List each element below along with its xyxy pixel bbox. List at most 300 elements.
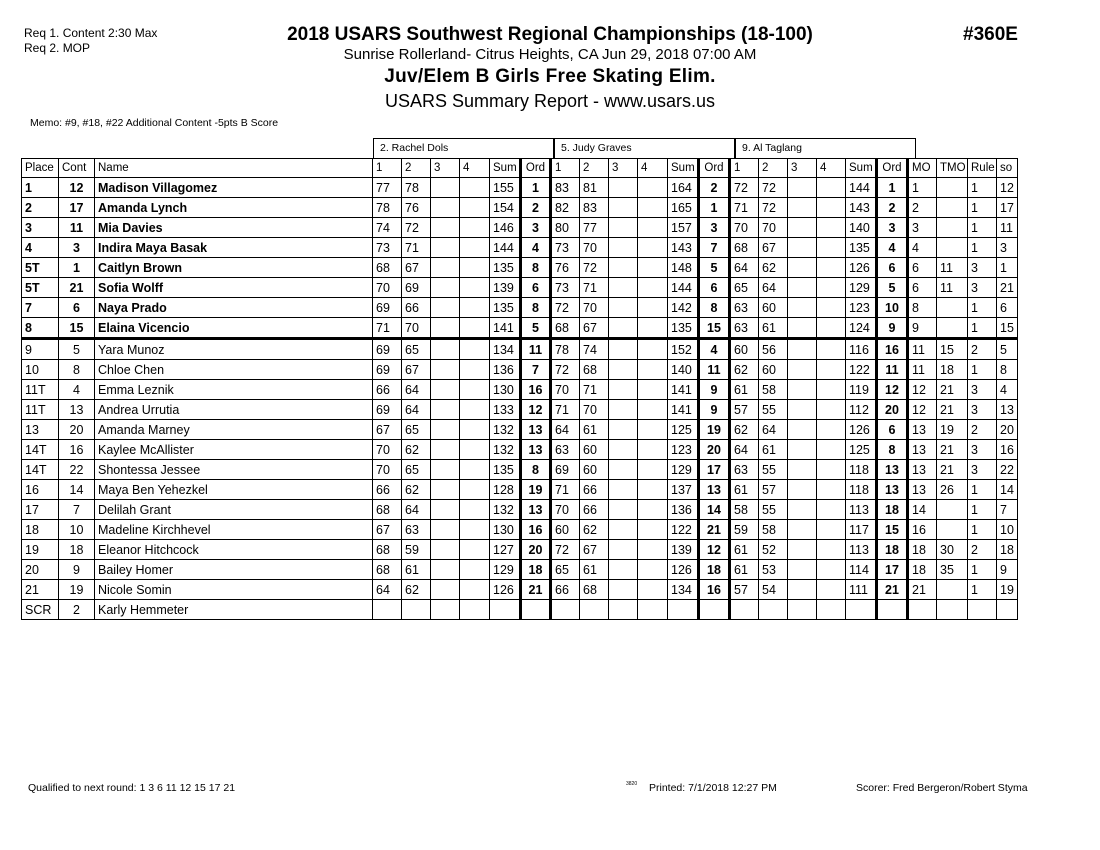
cell-tmo: 19 bbox=[937, 420, 968, 440]
cell-j3-s3 bbox=[788, 380, 817, 400]
cell-j1-s1: 66 bbox=[373, 480, 402, 500]
cell-j2-s3 bbox=[609, 580, 638, 600]
cell-tmo bbox=[937, 580, 968, 600]
cell-j2-s3 bbox=[609, 560, 638, 580]
cell-mo: 11 bbox=[908, 360, 937, 380]
cell-j1-s2: 65 bbox=[402, 460, 431, 480]
cell-j3-s1: 61 bbox=[730, 480, 759, 500]
cell-j3-s1: 71 bbox=[730, 198, 759, 218]
cell-j3-ord: 5 bbox=[877, 278, 908, 298]
cell-j1-s3 bbox=[431, 238, 460, 258]
cell-rule: 3 bbox=[968, 380, 997, 400]
cell-j3-sum: 144 bbox=[846, 178, 877, 198]
cell-j1-s4 bbox=[460, 420, 490, 440]
cell-j2-s3 bbox=[609, 460, 638, 480]
cell-j3-ord: 17 bbox=[877, 560, 908, 580]
cell-j2-s2 bbox=[580, 600, 609, 620]
column-header-place: Place bbox=[22, 159, 59, 178]
cell-name: Emma Leznik bbox=[95, 380, 373, 400]
cell-rule: 1 bbox=[968, 318, 997, 339]
cell-so: 19 bbox=[997, 580, 1018, 600]
cell-j1-s1 bbox=[373, 600, 402, 620]
cell-j2-s1: 73 bbox=[551, 278, 580, 298]
cell-j2-sum: 143 bbox=[668, 238, 699, 258]
cell-cont: 15 bbox=[59, 318, 95, 339]
cell-j2-sum bbox=[668, 600, 699, 620]
cell-j1-s1: 73 bbox=[373, 238, 402, 258]
cell-tmo bbox=[937, 318, 968, 339]
cell-j2-s3 bbox=[609, 360, 638, 380]
column-header-j3-s1: 1 bbox=[730, 159, 759, 178]
cell-j1-sum: 126 bbox=[490, 580, 521, 600]
cell-j2-s1: 71 bbox=[551, 480, 580, 500]
cell-j3-s4 bbox=[817, 520, 846, 540]
cell-j2-s2: 74 bbox=[580, 339, 609, 360]
cell-j1-s1: 71 bbox=[373, 318, 402, 339]
cell-place: 17 bbox=[22, 500, 59, 520]
cell-j1-sum: 135 bbox=[490, 258, 521, 278]
cell-j3-s2 bbox=[759, 600, 788, 620]
judge-header-3: 9. Al Taglang bbox=[735, 138, 916, 158]
column-header-so: so bbox=[997, 159, 1018, 178]
cell-j3-s2: 58 bbox=[759, 520, 788, 540]
cell-j2-sum: 125 bbox=[668, 420, 699, 440]
table-header-row bbox=[22, 159, 1018, 178]
cell-j3-s3 bbox=[788, 520, 817, 540]
cell-j2-ord: 20 bbox=[699, 440, 730, 460]
cell-j3-ord: 1 bbox=[877, 178, 908, 198]
cell-j3-s3 bbox=[788, 460, 817, 480]
cell-j2-s1: 72 bbox=[551, 540, 580, 560]
requirement-1: Req 1. Content 2:30 Max bbox=[24, 26, 158, 40]
column-header-j1-s3: 3 bbox=[431, 159, 460, 178]
column-header-j1-ord: Ord bbox=[521, 159, 551, 178]
cell-j3-s4 bbox=[817, 600, 846, 620]
cell-cont: 19 bbox=[59, 580, 95, 600]
cell-j3-s1: 62 bbox=[730, 420, 759, 440]
cell-rule: 3 bbox=[968, 258, 997, 278]
cell-j3-s2: 70 bbox=[759, 218, 788, 238]
cell-rule: 1 bbox=[968, 218, 997, 238]
cell-mo bbox=[908, 600, 937, 620]
cell-name: Maya Ben Yehezkel bbox=[95, 480, 373, 500]
cell-rule: 2 bbox=[968, 420, 997, 440]
cell-so: 13 bbox=[997, 400, 1018, 420]
cell-j1-ord: 8 bbox=[521, 258, 551, 278]
cell-j3-s2: 61 bbox=[759, 318, 788, 339]
cell-mo: 18 bbox=[908, 560, 937, 580]
cell-tmo: 35 bbox=[937, 560, 968, 580]
cell-j1-s2: 72 bbox=[402, 218, 431, 238]
cell-rule: 1 bbox=[968, 178, 997, 198]
cell-tmo bbox=[937, 520, 968, 540]
cell-j2-s1: 63 bbox=[551, 440, 580, 460]
cell-j3-s4 bbox=[817, 258, 846, 278]
cell-name: Madison Villagomez bbox=[95, 178, 373, 198]
cell-j3-sum: 111 bbox=[846, 580, 877, 600]
cell-j3-s2: 72 bbox=[759, 198, 788, 218]
cell-cont: 7 bbox=[59, 500, 95, 520]
cell-j1-s1: 68 bbox=[373, 560, 402, 580]
cell-mo: 9 bbox=[908, 318, 937, 339]
cell-j3-s2: 52 bbox=[759, 540, 788, 560]
cell-j1-s3 bbox=[431, 580, 460, 600]
cell-cont: 4 bbox=[59, 380, 95, 400]
cell-j1-sum: 132 bbox=[490, 420, 521, 440]
cell-j3-s1: 57 bbox=[730, 580, 759, 600]
cell-j1-sum: 135 bbox=[490, 298, 521, 318]
cell-j1-s2: 78 bbox=[402, 178, 431, 198]
cell-j2-s4 bbox=[638, 460, 668, 480]
cell-j2-sum: 122 bbox=[668, 520, 699, 540]
cell-j1-s2: 65 bbox=[402, 339, 431, 360]
cell-cont: 20 bbox=[59, 420, 95, 440]
cell-mo: 2 bbox=[908, 198, 937, 218]
cell-so: 3 bbox=[997, 238, 1018, 258]
column-header-j2-s3: 3 bbox=[609, 159, 638, 178]
cell-j2-s3 bbox=[609, 178, 638, 198]
cell-tmo: 30 bbox=[937, 540, 968, 560]
cell-name: Elaina Vicencio bbox=[95, 318, 373, 339]
cell-place: 14T bbox=[22, 460, 59, 480]
cell-j1-s2 bbox=[402, 600, 431, 620]
cell-j3-s3 bbox=[788, 278, 817, 298]
cell-place: 14T bbox=[22, 440, 59, 460]
cell-j1-s3 bbox=[431, 178, 460, 198]
cell-cont: 13 bbox=[59, 400, 95, 420]
cell-j3-s4 bbox=[817, 298, 846, 318]
cell-j3-sum: 126 bbox=[846, 420, 877, 440]
cell-j1-s3 bbox=[431, 380, 460, 400]
cell-j2-s2: 67 bbox=[580, 318, 609, 339]
cell-place: 4 bbox=[22, 238, 59, 258]
cell-j3-ord: 3 bbox=[877, 218, 908, 238]
cell-j3-sum: 118 bbox=[846, 460, 877, 480]
cell-j2-s3 bbox=[609, 380, 638, 400]
cell-j3-ord: 4 bbox=[877, 238, 908, 258]
cell-j3-s4 bbox=[817, 580, 846, 600]
cell-j2-sum: 136 bbox=[668, 500, 699, 520]
cell-j1-sum: 144 bbox=[490, 238, 521, 258]
cell-j1-s3 bbox=[431, 218, 460, 238]
cell-j3-s4 bbox=[817, 218, 846, 238]
cell-so: 10 bbox=[997, 520, 1018, 540]
cell-mo: 14 bbox=[908, 500, 937, 520]
cell-rule: 1 bbox=[968, 560, 997, 580]
cell-cont: 6 bbox=[59, 298, 95, 318]
cell-so: 5 bbox=[997, 339, 1018, 360]
cell-j3-s4 bbox=[817, 360, 846, 380]
cell-j3-s4 bbox=[817, 480, 846, 500]
cell-j2-ord: 9 bbox=[699, 380, 730, 400]
cell-j1-sum: 132 bbox=[490, 440, 521, 460]
cell-j2-sum: 134 bbox=[668, 580, 699, 600]
cell-j1-ord: 4 bbox=[521, 238, 551, 258]
cell-mo: 18 bbox=[908, 540, 937, 560]
cell-j1-s1: 68 bbox=[373, 540, 402, 560]
cell-j2-s1: 73 bbox=[551, 238, 580, 258]
cell-j2-sum: 141 bbox=[668, 380, 699, 400]
cell-name: Caitlyn Brown bbox=[95, 258, 373, 278]
column-header-j2-s1: 1 bbox=[551, 159, 580, 178]
cell-j2-sum: 140 bbox=[668, 360, 699, 380]
cell-j1-s1: 68 bbox=[373, 500, 402, 520]
cell-j3-s3 bbox=[788, 258, 817, 278]
cell-j2-s4 bbox=[638, 560, 668, 580]
cell-rule: 2 bbox=[968, 339, 997, 360]
cell-j3-s2: 60 bbox=[759, 360, 788, 380]
cell-j1-s2: 69 bbox=[402, 278, 431, 298]
event-code: #360E bbox=[963, 24, 1018, 45]
cell-j2-s4 bbox=[638, 580, 668, 600]
cell-so: 7 bbox=[997, 500, 1018, 520]
cell-tmo: 21 bbox=[937, 460, 968, 480]
results-table bbox=[21, 158, 1018, 620]
cell-j2-s1: 76 bbox=[551, 258, 580, 278]
cell-j1-s3 bbox=[431, 420, 460, 440]
cell-j1-s2: 64 bbox=[402, 400, 431, 420]
cell-j2-sum: 137 bbox=[668, 480, 699, 500]
cell-j2-sum: 144 bbox=[668, 278, 699, 298]
cell-tmo: 15 bbox=[937, 339, 968, 360]
cell-j3-s2: 54 bbox=[759, 580, 788, 600]
cell-name: Kaylee McAllister bbox=[95, 440, 373, 460]
cell-j1-s4 bbox=[460, 318, 490, 339]
cell-j1-s4 bbox=[460, 238, 490, 258]
cell-j2-s4 bbox=[638, 420, 668, 440]
cell-j2-s1 bbox=[551, 600, 580, 620]
cell-j1-s4 bbox=[460, 178, 490, 198]
cell-j1-ord: 5 bbox=[521, 318, 551, 339]
cell-tmo bbox=[937, 298, 968, 318]
cell-mo: 11 bbox=[908, 339, 937, 360]
cell-place: 11T bbox=[22, 380, 59, 400]
cell-so: 6 bbox=[997, 298, 1018, 318]
cell-j3-s3 bbox=[788, 540, 817, 560]
cell-j3-s1: 60 bbox=[730, 339, 759, 360]
cell-j1-s2: 63 bbox=[402, 520, 431, 540]
cell-j1-ord: 1 bbox=[521, 178, 551, 198]
cell-place: 13 bbox=[22, 420, 59, 440]
cell-mo: 6 bbox=[908, 278, 937, 298]
cell-rule: 1 bbox=[968, 238, 997, 258]
cell-j3-s4 bbox=[817, 420, 846, 440]
cell-tmo: 11 bbox=[937, 278, 968, 298]
cell-j1-s3 bbox=[431, 318, 460, 339]
cell-j2-s4 bbox=[638, 298, 668, 318]
qualified-list: Qualified to next round: 1 3 6 11 12 15 17 21 bbox=[28, 782, 236, 794]
table-row bbox=[22, 318, 1018, 339]
cell-j1-ord: 8 bbox=[521, 460, 551, 480]
cell-place: 3 bbox=[22, 218, 59, 238]
cell-j2-s4 bbox=[638, 400, 668, 420]
cell-j1-ord: 21 bbox=[521, 580, 551, 600]
cell-j1-s2: 62 bbox=[402, 480, 431, 500]
cell-j2-s3 bbox=[609, 500, 638, 520]
cell-j1-s2: 67 bbox=[402, 258, 431, 278]
cell-j2-ord: 3 bbox=[699, 218, 730, 238]
cell-j1-ord: 11 bbox=[521, 339, 551, 360]
cell-j2-ord: 7 bbox=[699, 238, 730, 258]
cell-j1-s3 bbox=[431, 198, 460, 218]
cell-j1-s4 bbox=[460, 278, 490, 298]
cell-cont: 2 bbox=[59, 600, 95, 620]
cell-j1-s3 bbox=[431, 339, 460, 360]
cell-j2-s2: 70 bbox=[580, 238, 609, 258]
cell-cont: 9 bbox=[59, 560, 95, 580]
cell-j3-ord: 11 bbox=[877, 360, 908, 380]
cell-j2-sum: 142 bbox=[668, 298, 699, 318]
cell-j1-sum: 146 bbox=[490, 218, 521, 238]
cell-j2-sum: 157 bbox=[668, 218, 699, 238]
cell-tmo: 26 bbox=[937, 480, 968, 500]
cell-j2-s4 bbox=[638, 198, 668, 218]
table-row bbox=[22, 440, 1018, 460]
cell-tmo: 21 bbox=[937, 400, 968, 420]
cell-j1-ord: 2 bbox=[521, 198, 551, 218]
cell-j3-s2: 67 bbox=[759, 238, 788, 258]
cell-j1-sum: 134 bbox=[490, 339, 521, 360]
cell-so: 1 bbox=[997, 258, 1018, 278]
cell-j1-ord: 20 bbox=[521, 540, 551, 560]
cell-j2-s3 bbox=[609, 258, 638, 278]
cell-j3-s2: 55 bbox=[759, 460, 788, 480]
cell-cont: 8 bbox=[59, 360, 95, 380]
cell-j2-ord: 17 bbox=[699, 460, 730, 480]
cell-j3-s1: 61 bbox=[730, 380, 759, 400]
cell-j1-s1: 70 bbox=[373, 460, 402, 480]
cell-j3-s2: 64 bbox=[759, 420, 788, 440]
cell-place: 18 bbox=[22, 520, 59, 540]
cell-name: Amanda Lynch bbox=[95, 198, 373, 218]
cell-j3-s3 bbox=[788, 420, 817, 440]
cell-j2-s2: 71 bbox=[580, 380, 609, 400]
cell-j2-s3 bbox=[609, 520, 638, 540]
cell-place: 9 bbox=[22, 339, 59, 360]
cell-j2-ord: 2 bbox=[699, 178, 730, 198]
column-header-j1-s2: 2 bbox=[402, 159, 431, 178]
cell-j3-s2: 55 bbox=[759, 500, 788, 520]
cell-j2-ord: 14 bbox=[699, 500, 730, 520]
cell-mo: 13 bbox=[908, 460, 937, 480]
column-header-j3-s4: 4 bbox=[817, 159, 846, 178]
cell-j3-ord: 6 bbox=[877, 258, 908, 278]
cell-place: 21 bbox=[22, 580, 59, 600]
cell-j2-s3 bbox=[609, 318, 638, 339]
cell-j3-s2: 58 bbox=[759, 380, 788, 400]
cell-j2-sum: 152 bbox=[668, 339, 699, 360]
cell-j1-s1: 67 bbox=[373, 520, 402, 540]
cell-j2-sum: 165 bbox=[668, 198, 699, 218]
cell-j2-ord: 6 bbox=[699, 278, 730, 298]
cell-j1-s4 bbox=[460, 258, 490, 278]
cell-j3-s3 bbox=[788, 440, 817, 460]
cell-j2-s3 bbox=[609, 339, 638, 360]
cell-j1-s2: 67 bbox=[402, 360, 431, 380]
column-header-j2-s4: 4 bbox=[638, 159, 668, 178]
cell-tmo bbox=[937, 178, 968, 198]
cell-name: Shontessa Jessee bbox=[95, 460, 373, 480]
cell-mo: 6 bbox=[908, 258, 937, 278]
cell-j2-s1: 65 bbox=[551, 560, 580, 580]
cell-so bbox=[997, 600, 1018, 620]
cell-so: 11 bbox=[997, 218, 1018, 238]
cell-j2-s4 bbox=[638, 480, 668, 500]
cell-j3-s2: 61 bbox=[759, 440, 788, 460]
cell-cont: 18 bbox=[59, 540, 95, 560]
cell-j3-s4 bbox=[817, 540, 846, 560]
cell-j3-ord: 20 bbox=[877, 400, 908, 420]
cell-so: 16 bbox=[997, 440, 1018, 460]
cell-tmo bbox=[937, 600, 968, 620]
cell-j1-ord: 18 bbox=[521, 560, 551, 580]
cell-name: Yara Munoz bbox=[95, 339, 373, 360]
cell-j1-s3 bbox=[431, 440, 460, 460]
cell-j2-s1: 72 bbox=[551, 360, 580, 380]
cell-j3-s3 bbox=[788, 560, 817, 580]
cell-j3-ord: 6 bbox=[877, 420, 908, 440]
cell-j3-s4 bbox=[817, 238, 846, 258]
cell-j2-ord: 21 bbox=[699, 520, 730, 540]
cell-mo: 4 bbox=[908, 238, 937, 258]
cell-place: 20 bbox=[22, 560, 59, 580]
cell-j2-s1: 78 bbox=[551, 339, 580, 360]
cell-rule: 2 bbox=[968, 540, 997, 560]
cell-j3-s4 bbox=[817, 380, 846, 400]
cell-j3-s3 bbox=[788, 600, 817, 620]
cell-j1-s4 bbox=[460, 339, 490, 360]
table-row bbox=[22, 480, 1018, 500]
cell-j2-s1: 72 bbox=[551, 298, 580, 318]
cell-name: Bailey Homer bbox=[95, 560, 373, 580]
column-header-tmo: TMO bbox=[937, 159, 968, 178]
cell-j1-ord: 13 bbox=[521, 420, 551, 440]
table-row bbox=[22, 198, 1018, 218]
cell-j1-sum: 135 bbox=[490, 460, 521, 480]
cell-j1-sum: 133 bbox=[490, 400, 521, 420]
cell-place: 5T bbox=[22, 258, 59, 278]
cell-place: 19 bbox=[22, 540, 59, 560]
cell-j1-s4 bbox=[460, 560, 490, 580]
cell-j2-s3 bbox=[609, 440, 638, 460]
cell-j2-sum: 123 bbox=[668, 440, 699, 460]
column-header-j3-ord: Ord bbox=[877, 159, 908, 178]
cell-j3-s2: 56 bbox=[759, 339, 788, 360]
cell-j1-sum: 136 bbox=[490, 360, 521, 380]
cell-j3-ord: 21 bbox=[877, 580, 908, 600]
cell-rule: 3 bbox=[968, 400, 997, 420]
cell-name: Karly Hemmeter bbox=[95, 600, 373, 620]
cell-j3-s3 bbox=[788, 318, 817, 339]
cell-j1-s2: 59 bbox=[402, 540, 431, 560]
cell-place: 2 bbox=[22, 198, 59, 218]
cell-j3-s3 bbox=[788, 360, 817, 380]
cell-j3-ord: 13 bbox=[877, 480, 908, 500]
cell-so: 9 bbox=[997, 560, 1018, 580]
page-title: 2018 USARS Southwest Regional Championships (18-100) bbox=[287, 24, 813, 45]
column-header-cont: Cont bbox=[59, 159, 95, 178]
cell-j3-ord: 16 bbox=[877, 339, 908, 360]
cell-j1-s4 bbox=[460, 480, 490, 500]
cell-mo: 8 bbox=[908, 298, 937, 318]
cell-name: Sofia Wolff bbox=[95, 278, 373, 298]
cell-j3-s2: 55 bbox=[759, 400, 788, 420]
table-row bbox=[22, 238, 1018, 258]
cell-j2-s2: 77 bbox=[580, 218, 609, 238]
cell-j1-s1: 66 bbox=[373, 380, 402, 400]
cell-j1-s1: 69 bbox=[373, 360, 402, 380]
cell-j1-ord: 6 bbox=[521, 278, 551, 298]
